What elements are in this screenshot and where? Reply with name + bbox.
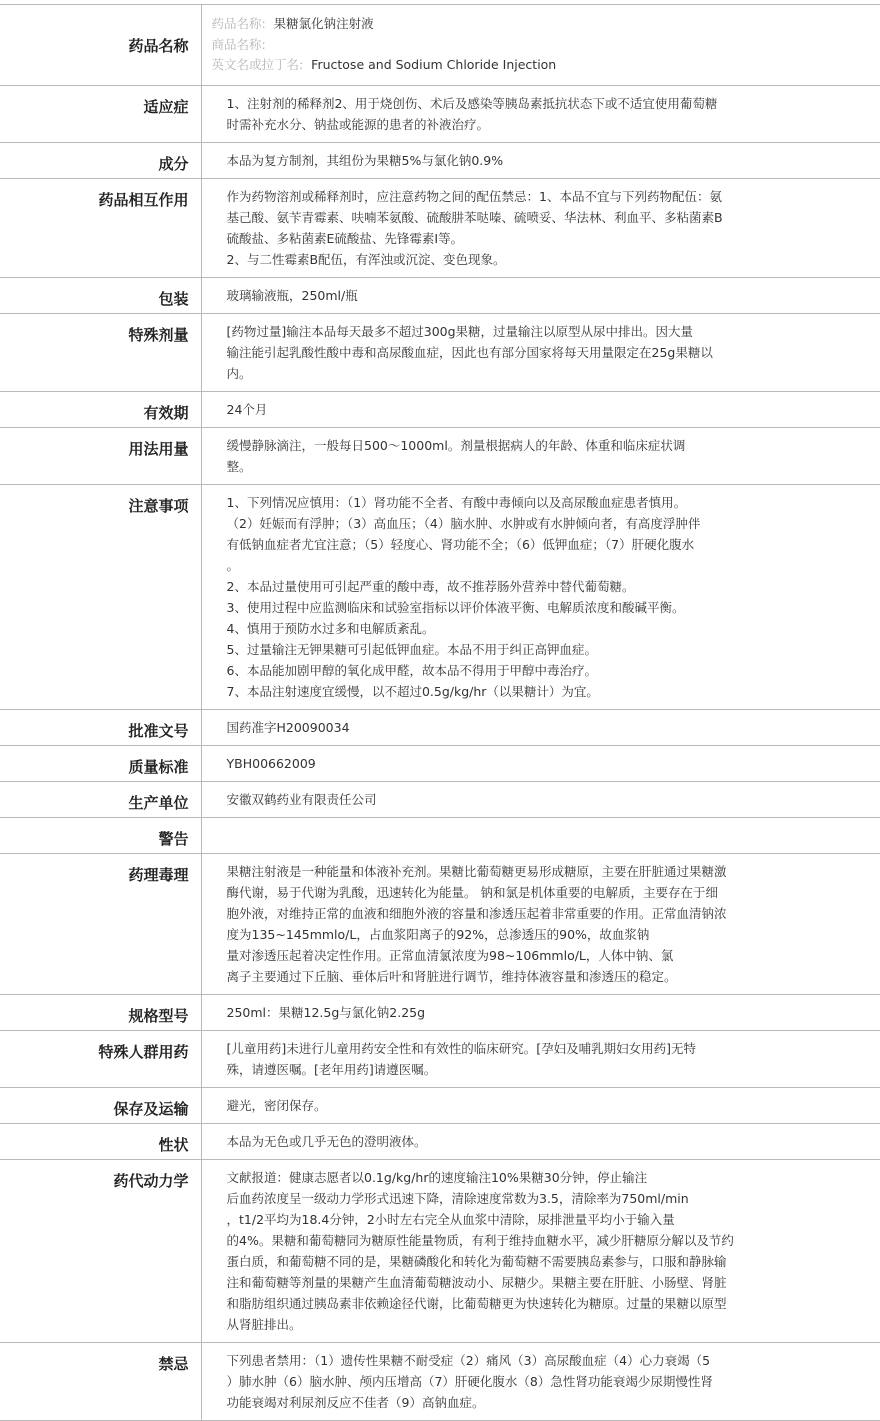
- english-name-value: Fructose and Sodium Chloride Injection: [311, 57, 557, 72]
- row-value: [201, 1342, 880, 1420]
- row-value: [201, 484, 880, 709]
- row-approval: [0, 709, 880, 745]
- row-value: [201, 781, 880, 817]
- generic-name-value: 果糖氯化钠注射液: [273, 16, 374, 31]
- value-line: 度为135~145mmlo/L，占血浆阳离子的92%，总渗透压的90%，故血浆钠: [226, 926, 650, 942]
- row-label: 禁忌: [0, 1342, 201, 1420]
- value-line: 24个月: [226, 401, 268, 417]
- value-line: 本品为复方制剂，其组份为果糖5%与氯化钠0.9%: [226, 152, 504, 168]
- row-value: [201, 1123, 880, 1159]
- generic-name-label: 药品名称:: [211, 16, 266, 31]
- value-line: [儿童用药]未进行儿童用药安全性和有效性的临床研究。[孕妇及哺乳期妇女用药]无特: [226, 1040, 697, 1056]
- row-label: 批准文号: [0, 709, 201, 745]
- value-line: 从肾脏排出。: [226, 1316, 302, 1332]
- value-line: 缓慢静脉滴注，一般每日500～1000ml。剂量根据病人的年龄、体重和临床症状调: [226, 437, 686, 453]
- value-line: 离子主要通过下丘脑、垂体后叶和肾脏进行调节，维持体液容量和渗透压的稳定。: [226, 968, 677, 984]
- row-label: 警告: [0, 817, 201, 853]
- value-line: 本品为无色或几乎无色的澄明液体。: [226, 1133, 427, 1149]
- value-line: 基己酸、氨苄青霉素、呋喃苯氨酸、硫酸肼苯哒嗪、硫喷妥、华法林、利血平、多粘菌素B: [226, 209, 723, 225]
- generic-name-line: [212, 14, 871, 35]
- row-validity: [0, 391, 880, 427]
- row-label: 有效期: [0, 391, 201, 427]
- value-line: 5、过量输注无钾果糖可引起低钾血症。本品不用于纠正高钾血症。: [226, 641, 597, 657]
- value-line: [药物过量]输注本品每天最多不超过300g果糖，过量输注以原型从尿中排出。因大量: [226, 323, 694, 339]
- row-pharmacology: [0, 853, 880, 994]
- trade-name-line: [212, 35, 871, 56]
- value-line: 1、下列情况应慎用：（1）肾功能不全者、有酸中毒倾向以及高尿酸血症患者慎用。: [226, 494, 687, 510]
- row-package: [0, 277, 880, 313]
- value-line: 果糖注射液是一种能量和体液补充剂。果糖比葡萄糖更易形成糖原，主要在肝脏通过果糖激: [226, 863, 727, 879]
- row-label: 药代动力学: [0, 1159, 201, 1342]
- value-line: 作为药物溶剂或稀释剂时，应注意药物之间的配伍禁忌：1、本品不宜与下列药物配伍：氨: [226, 188, 722, 204]
- value-line: 的4%。果糖和葡萄糖同为糖原性能量物质，有利于维持血糖水平，减少肝糖原分解以及节约: [226, 1232, 734, 1248]
- value-line: ，t1/2平均为18.4分钟，2小时左右完全从血浆中清除，尿排泄量平均小于输入量: [226, 1211, 675, 1227]
- value-line: YBH00662009: [226, 755, 316, 771]
- row-label: 包装: [0, 277, 201, 313]
- value-line: 和脂肪组织通过胰岛素非依赖途径代谢，比葡萄糖更为快速转化为糖原。过量的果糖以原型: [226, 1295, 727, 1311]
- value-line: 250ml：果糖12.5g与氯化钠2.25g: [226, 1004, 426, 1020]
- row-composition: [0, 142, 880, 178]
- row-label: 注意事项: [0, 484, 201, 709]
- row-value: [201, 277, 880, 313]
- row-storage: [0, 1087, 880, 1123]
- value-line: 国药准字H20090034: [226, 719, 350, 735]
- english-name-line: [212, 55, 871, 76]
- value-line: 蛋白质，和葡萄糖不同的是，果糖磷酸化和转化为葡萄糖不需要胰岛素参与，口服和静脉输: [226, 1253, 727, 1269]
- row-value: [201, 994, 880, 1030]
- row-drug-name: [0, 5, 880, 86]
- value-line: 1、注射剂的稀释剂2、用于烧创伤、术后及感染等胰岛素抵抗状态下或不适宜使用葡萄糖: [226, 95, 718, 111]
- row-value: [201, 709, 880, 745]
- row-value: [201, 1030, 880, 1087]
- value-line: 量对渗透压起着决定性作用。正常血清氯浓度为98~106mmlo/L，人体中钠、氯: [226, 947, 674, 963]
- row-label: 保存及运输: [0, 1087, 201, 1123]
- value-line: 安徽双鹤药业有限责任公司: [226, 791, 377, 807]
- row-indications: [0, 85, 880, 142]
- value-line: 2、本品过量使用可引起严重的酸中毒，故不推荐肠外营养中替代葡萄糖。: [226, 578, 635, 594]
- row-interactions: [0, 178, 880, 277]
- value-line: 7、本品注射速度宜缓慢，以不超过0.5g/kg/hr（以果糖计）为宜。: [226, 683, 599, 699]
- value-line: 酶代谢，易于代谢为乳酸，迅速转化为能量。 钠和氯是机体重要的电解质，主要存在于细: [226, 884, 718, 900]
- value-line: 3、使用过程中应监测临床和试验室指标以评价体液平衡、电解质浓度和酸碱平衡。: [226, 599, 685, 615]
- row-label: 特殊人群用药: [0, 1030, 201, 1087]
- row-label: 性状: [0, 1123, 201, 1159]
- row-warning: [0, 817, 880, 853]
- row-value: [201, 745, 880, 781]
- value-line: 下列患者禁用：（1）遗传性果糖不耐受症（2）痛风（3）高尿酸血症（4）心力衰竭（5: [226, 1352, 711, 1368]
- value-line: （2）妊娠而有浮肿；（3）高血压；（4）脑水肿、水肿或有水肿倾向者，有高度浮肿伴: [226, 515, 701, 531]
- row-label: 规格型号: [0, 994, 201, 1030]
- value-line: 有低钠血症者尤宜注意；（5）轻度心、肾功能不全；（6）低钾血症；（7）肝硬化腹水: [226, 536, 695, 552]
- value-line: 文献报道：健康志愿者以0.1g/kg/hr的速度输注10%果糖30分钟，停止输注: [226, 1169, 648, 1185]
- row-appearance: [0, 1123, 880, 1159]
- value-line: ）肺水肿（6）脑水肿、颅内压增高（7）肝硬化腹水（8）急性肾功能衰竭少尿期慢性肾: [226, 1373, 713, 1389]
- row-overdose: [0, 313, 880, 391]
- row-manufacturer: [0, 781, 880, 817]
- row-value: [201, 1087, 880, 1123]
- row-special_groups: [0, 1030, 880, 1087]
- row-label: 特殊剂量: [0, 313, 201, 391]
- row-value: [201, 142, 880, 178]
- row-value: [201, 853, 880, 994]
- row-label: 生产单位: [0, 781, 201, 817]
- row-spec: [0, 994, 880, 1030]
- value-line: 。: [226, 557, 240, 573]
- value-line: 后血药浓度呈一级动力学形式迅速下降，清除速度常数为3.5，清除率为750ml/min: [226, 1190, 689, 1206]
- value-line: 避光，密闭保存。: [226, 1097, 327, 1113]
- row-pharmacokinetics: [0, 1159, 880, 1342]
- value-line: 时需补充水分、钠盐或能源的患者的补液治疗。: [226, 116, 490, 132]
- value-line: 整。: [226, 458, 252, 474]
- row-label: 适应症: [0, 85, 201, 142]
- value-line: 6、本品能加剧甲醇的氧化成甲醛，故本品不得用于甲醇中毒治疗。: [226, 662, 597, 678]
- value-line: 2、与二性霉素B配伍，有浑浊或沉淀、变色现象。: [226, 251, 506, 267]
- value-line: 功能衰竭对利尿剂反应不佳者（9）高钠血症。: [226, 1394, 485, 1410]
- value-line: 注和葡萄糖等剂量的果糖产生血清葡萄糖波动小、尿糖少。果糖主要在肝脏、小肠壁、肾脏: [226, 1274, 727, 1290]
- row-value: [201, 427, 880, 484]
- value-line: 内。: [226, 365, 252, 381]
- row-contraindications: [0, 1342, 880, 1420]
- row-value: [201, 178, 880, 277]
- row-standard: [0, 745, 880, 781]
- row-value: [201, 85, 880, 142]
- drug-spec-sheet: [0, 4, 880, 1421]
- value-line: [227, 825, 791, 846]
- value-line: 输注能引起乳酸性酸中毒和高尿酸血症，因此也有部分国家将每天用量限定在25g果糖以: [226, 344, 713, 360]
- row-precautions: [0, 484, 880, 709]
- row-label: 用法用量: [0, 427, 201, 484]
- row-label: 药品名称: [0, 5, 201, 86]
- english-name-label: 英文名或拉丁名:: [211, 57, 304, 72]
- value-line: 4、慎用于预防水过多和电解质紊乱。: [226, 620, 435, 636]
- row-label: 成分: [0, 142, 201, 178]
- row-label: 质量标准: [0, 745, 201, 781]
- trade-name-label: 商品名称:: [211, 36, 266, 52]
- row-label: 药品相互作用: [0, 178, 201, 277]
- value-line: 硫酸盐、多粘菌素E硫酸盐、先锋霉素I等。: [226, 230, 464, 246]
- drug-name-values: [201, 5, 880, 86]
- row-value: [201, 391, 880, 427]
- row-value: [201, 817, 880, 853]
- row-value: [201, 313, 880, 391]
- value-line: 玻璃输液瓶，250ml/瓶: [226, 287, 358, 303]
- value-line: 胞外液，对维持正常的血液和细胞外液的容量和渗透压起着非常重要的作用。正常血清钠浓: [226, 905, 727, 921]
- drug-spec-table: [0, 4, 880, 1421]
- row-dosage: [0, 427, 880, 484]
- value-line: 殊，请遵医嘱。[老年用药]请遵医嘱。: [226, 1061, 437, 1077]
- row-value: [201, 1159, 880, 1342]
- row-label: 药理毒理: [0, 853, 201, 994]
